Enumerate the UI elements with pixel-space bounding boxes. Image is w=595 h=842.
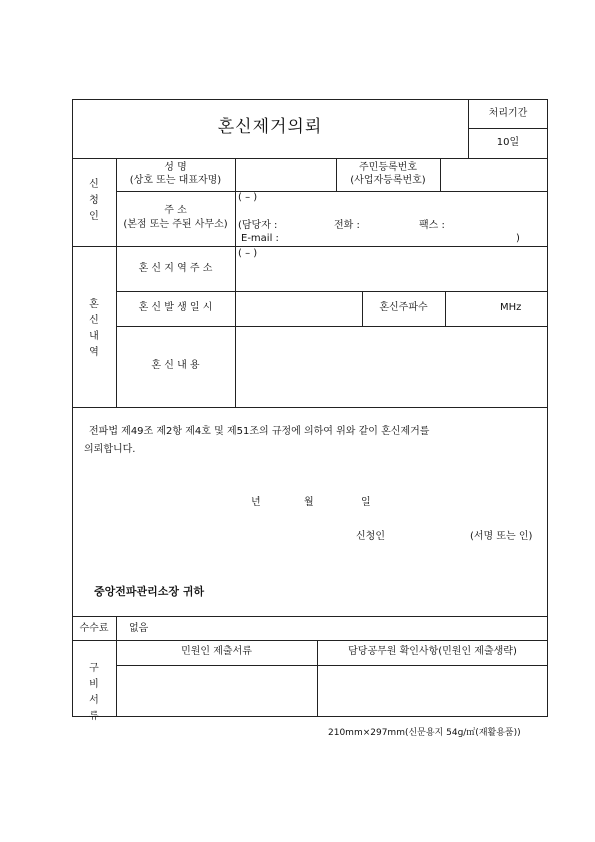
frequency-unit: MHz [500, 302, 522, 313]
signature-or-seal-label: (서명 또는 인) [470, 531, 533, 542]
id-value-divider [440, 158, 441, 191]
fee-value: 없음 [129, 623, 149, 634]
processing-period-value: 10일 [496, 137, 520, 148]
documents-header-bottom [116, 665, 548, 666]
interference-removal-form [72, 99, 548, 722]
applicant-section-bottom [72, 246, 548, 247]
applicant-signature-label: 신청인 [356, 531, 385, 542]
contact-person-label: (담당자 : [238, 220, 278, 231]
fee-row-bottom [72, 640, 548, 641]
border-bottom [72, 716, 548, 717]
official-verification-header: 담당공무원 확인사항(민원인 제출생략) [348, 646, 517, 657]
interference-section-bottom [72, 407, 548, 408]
applicant-section-label: 신청인 [89, 179, 99, 222]
interference-section-label: 혼신내역 [89, 299, 99, 358]
email-close-paren: ) [516, 233, 520, 244]
id-number-label: 주민등록번호 [359, 162, 417, 173]
date-day-label: 일 [361, 497, 371, 508]
address-sublabel: (본점 또는 주된 사무소) [123, 219, 228, 230]
required-documents-label: 구비서류 [89, 663, 99, 722]
name-row-bottom [116, 191, 548, 192]
processing-period-label: 처리기간 [488, 108, 528, 119]
declaration-line-2: 의뢰합니다. [84, 444, 136, 455]
address-label: 주 소 [164, 205, 187, 216]
declaration-bottom [72, 616, 548, 617]
label-column-divider [235, 158, 236, 408]
name-label: 성 명 [164, 162, 187, 173]
interference-datetime-label: 혼 신 발 생 일 시 [138, 302, 213, 313]
fax-label: 팩스 : [419, 220, 445, 231]
area-row-bottom [116, 291, 548, 292]
interference-content-label: 혼 신 내 용 [151, 360, 200, 371]
interference-area-postal: ( – ) [238, 248, 258, 259]
declaration-line-1: 전파법 제49조 제2항 제4호 및 제51조의 규정에 의하여 위와 같이 혼신제거를 [89, 426, 430, 437]
phone-label: 전화 : [334, 220, 360, 231]
date-year-label: 년 [251, 497, 261, 508]
fee-label: 수수료 [79, 623, 109, 634]
header-bottom-line [72, 158, 548, 159]
address-postal-code: ( – ) [238, 192, 258, 203]
freq-value-divider [445, 291, 446, 326]
date-month-label: 월 [304, 497, 314, 508]
fee-docs-label-divider [116, 616, 117, 717]
paper-spec-footer: 210mm×297mm(신문용지 54g/㎡(재활용품)) [328, 728, 521, 738]
processing-divider [468, 128, 548, 129]
applicant-documents-header: 민원인 제출서류 [181, 646, 252, 657]
email-label: E-mail : [241, 233, 279, 244]
id-number-sublabel: (사업자등록번호) [350, 175, 426, 186]
form-title: 혼신제거의뢰 [217, 117, 323, 137]
datetime-row-bottom [116, 326, 548, 327]
border-top [72, 99, 548, 100]
interference-frequency-label: 혼신주파수 [379, 302, 428, 313]
name-sublabel: (상호 또는 대표자명) [129, 175, 222, 186]
interference-area-label: 혼 신 지 역 주 소 [138, 263, 213, 274]
addressee: 중앙전파관리소장 귀하 [94, 585, 205, 598]
